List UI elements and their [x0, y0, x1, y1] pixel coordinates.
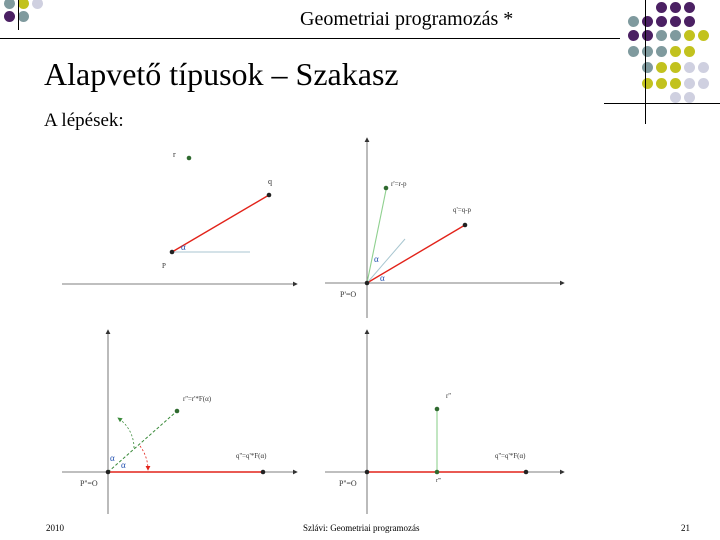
step3-label-alpha2: α [121, 460, 126, 470]
step4-panel [325, 330, 564, 514]
step4-label-q: q''=q'*F(α) [495, 452, 526, 460]
step1-panel [62, 150, 297, 284]
step3-panel [62, 330, 297, 514]
step1-label-alpha: α [181, 242, 186, 252]
step3-label-p: P''=O [80, 479, 98, 488]
footer-page-number: 21 [681, 523, 690, 533]
slide-subtitle: A lépések: [44, 110, 124, 131]
step2-label-alpha1: α [374, 254, 379, 264]
step3-point-p [106, 470, 111, 475]
step3-label-q: q''=q'*F(α) [236, 452, 267, 460]
step3-rotation-arc-red [140, 446, 148, 470]
step1-point-p [170, 250, 175, 255]
step1-label-r: r [173, 150, 176, 159]
step3-rotation-arc-green [118, 418, 134, 448]
step3-r-vector [108, 411, 177, 472]
step4-point-r [435, 407, 440, 412]
step2-point-q [463, 223, 468, 228]
footer-year: 2010 [46, 523, 64, 533]
step2-panel [325, 138, 564, 318]
step4-point-q [524, 470, 529, 475]
step1-point-r [187, 156, 192, 161]
step4-label-r-projection: r''' [436, 478, 442, 484]
step1-label-q: q [268, 177, 272, 186]
step2-point-r [384, 186, 389, 191]
step3-label-r: r''=r'*F(α) [183, 395, 212, 403]
slide-title: Alapvető típusok – Szakasz [44, 56, 399, 92]
step1-label-p: P [162, 262, 166, 270]
step2-label-alpha2: α [380, 273, 385, 283]
step4-label-p: P''=O [339, 479, 357, 488]
step3-point-q [261, 470, 266, 475]
step3-point-r [175, 409, 180, 414]
step2-r-vector [367, 190, 386, 283]
step2-label-r: r'=r-p [391, 180, 407, 188]
step3-label-alpha1: α [110, 453, 115, 463]
step1-segment [172, 195, 269, 252]
footer-author: Szlávi: Geometriai programozás [303, 523, 420, 533]
header-title: Geometriai programozás * [300, 8, 514, 30]
step4-point-p [365, 470, 370, 475]
step2-point-p [365, 281, 370, 286]
step4-point-r-projection [435, 470, 440, 475]
step2-reference-line [367, 239, 405, 283]
step4-label-r: r'' [446, 392, 451, 400]
step2-label-q: q'=q-p [453, 206, 472, 214]
step1-point-q [267, 193, 272, 198]
step2-label-p: P'=O [340, 290, 357, 299]
